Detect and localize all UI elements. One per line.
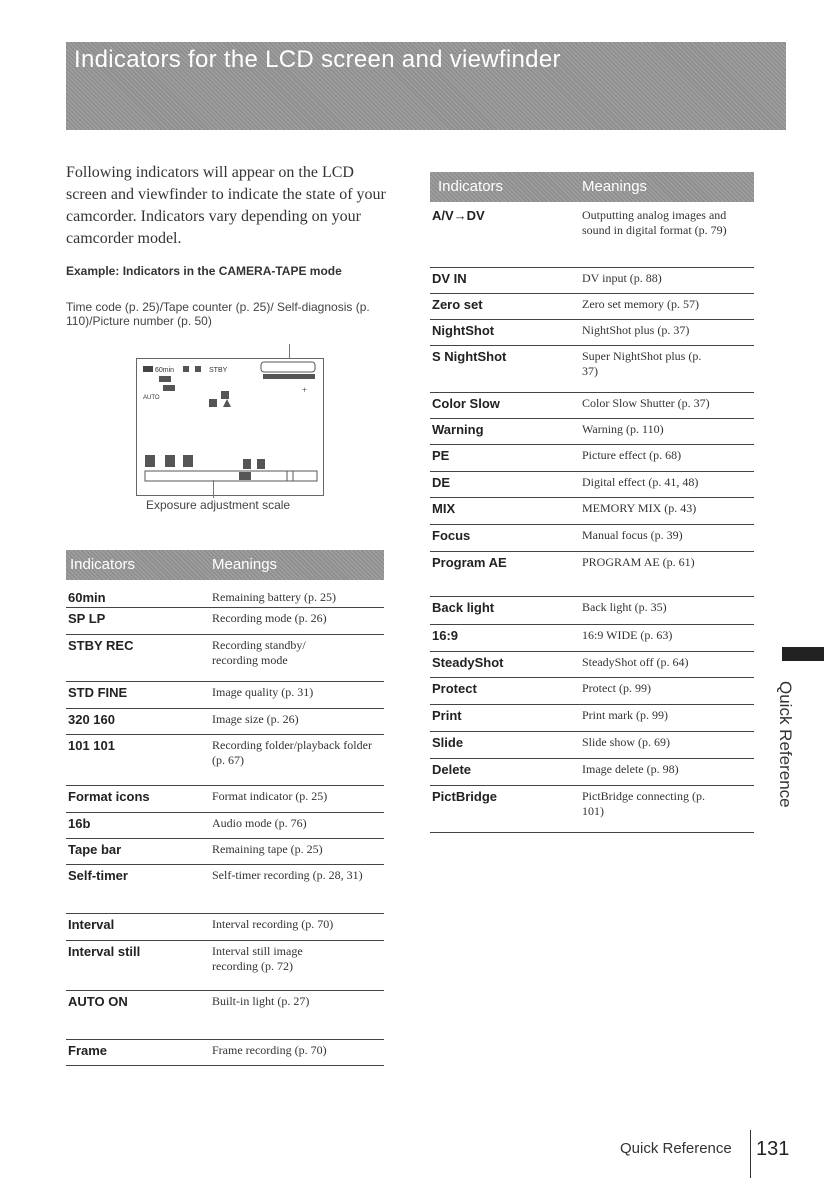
left-table-header — [66, 550, 384, 580]
indicator-cell: Slide — [432, 735, 464, 750]
meaning-cell: Image quality (p. 31) — [212, 685, 314, 699]
lcd-eject-icon — [223, 399, 231, 407]
lcd-caption: Exposure adjustment scale — [146, 498, 291, 512]
table-row — [430, 472, 754, 498]
table-row — [430, 445, 754, 472]
table-row — [430, 652, 754, 678]
leader-line-bottom — [213, 480, 214, 498]
table-row — [66, 865, 384, 914]
indicator-cell: 16b — [68, 816, 91, 831]
meaning-cell: Print mark (p. 99) — [582, 708, 668, 722]
lcd-wide-icon — [243, 459, 251, 469]
table-row — [66, 608, 384, 635]
meaning-cell: DV input (p. 88) — [582, 271, 662, 285]
lcd-steady-icon — [257, 459, 265, 469]
left-header-indicators: Indicators — [70, 556, 136, 573]
meaning-cell: Interval still image recording (p. 72) — [212, 944, 303, 973]
indicator-cell: PictBridge — [432, 789, 498, 804]
lcd-exposure-scale — [145, 471, 293, 481]
table-row — [66, 914, 384, 941]
indicator-cell: Protect — [432, 681, 477, 696]
table-row — [430, 705, 754, 732]
meaning-cell: Warning (p. 110) — [582, 422, 664, 436]
example-description: Time code (p. 25)/Tape counter (p. 25)/ Self-diagnosis (p. 110)/Picture number (p. 50) — [66, 300, 370, 328]
indicator-cell: Format icons — [68, 789, 150, 804]
indicator-cell: S NightShot — [432, 349, 507, 364]
lcd-night-icon — [221, 391, 229, 399]
table-row — [430, 759, 754, 786]
table-row — [430, 268, 754, 294]
table-row — [66, 635, 384, 682]
meaning-cell: Built-in light (p. 27) — [212, 994, 310, 1008]
indicator-cell: Warning — [432, 422, 484, 437]
meaning-cell: SteadyShot off (p. 64) — [582, 655, 689, 669]
right-header-meanings: Meanings — [582, 178, 648, 195]
table-row — [66, 786, 384, 813]
lcd-warning-icon — [209, 399, 217, 407]
left-header-meanings: Meanings — [212, 556, 278, 573]
right-table-header — [430, 172, 754, 202]
lcd-status-icon — [239, 472, 251, 480]
indicator-cell: Focus — [432, 528, 471, 543]
table-row — [430, 320, 754, 346]
meaning-cell: Recording standby/ recording mode — [212, 638, 306, 667]
meaning-cell: Outputting analog images and sound in digital format (p. 79) — [582, 208, 727, 237]
indicator-cell: Print — [432, 708, 462, 723]
lcd-effect-icon — [145, 455, 155, 467]
lcd-size-icon — [163, 385, 175, 391]
meaning-cell: 16:9 WIDE (p. 63) — [582, 628, 673, 642]
table-row — [66, 813, 384, 839]
footer-divider — [750, 1130, 751, 1178]
side-tab-marker — [782, 647, 824, 661]
indicator-cell: DV IN — [432, 271, 467, 286]
meaning-cell: Remaining battery (p. 25) — [212, 590, 336, 604]
lcd-standby-text: STBY — [209, 367, 228, 374]
indicator-cell: PE — [432, 448, 450, 463]
table-row — [66, 839, 384, 865]
lcd-effect-icon-3 — [183, 455, 193, 467]
table-row — [430, 498, 754, 525]
meaning-cell: Zero set memory (p. 57) — [582, 297, 699, 311]
indicator-cell: 101 101 — [68, 738, 115, 753]
table-row — [66, 941, 384, 991]
meaning-cell: NightShot plus (p. 37) — [582, 323, 690, 337]
meaning-cell: Protect (p. 99) — [582, 681, 651, 695]
example-title: Example: Indicators in the CAMERA-TAPE mode — [66, 264, 342, 278]
page-number: 131 — [756, 1138, 790, 1160]
indicator-cell: DE — [432, 475, 451, 490]
meaning-cell: PictBridge connecting (p. 101) — [582, 789, 705, 818]
meaning-cell: Image delete (p. 98) — [582, 762, 679, 776]
indicator-cell: Delete — [432, 762, 472, 777]
table-row — [430, 786, 754, 833]
meaning-cell: Audio mode (p. 76) — [212, 816, 307, 830]
table-row — [66, 682, 384, 709]
footer-section-label: Quick Reference — [620, 1140, 732, 1157]
meaning-cell: PROGRAM AE (p. 61) — [582, 555, 695, 569]
meaning-cell: Back light (p. 35) — [582, 600, 667, 614]
table-row — [430, 525, 754, 552]
section-banner — [66, 42, 786, 130]
indicator-cell: Tape bar — [68, 842, 122, 857]
indicator-cell: Program AE — [432, 555, 507, 570]
table-row — [430, 732, 754, 759]
meaning-cell: Picture effect (p. 68) — [582, 448, 682, 462]
indicator-cell: SteadyShot — [432, 655, 504, 670]
meaning-cell: MEMORY MIX (p. 43) — [582, 501, 697, 515]
lcd-effect-icon-2 — [165, 455, 175, 467]
table-row — [430, 419, 754, 445]
table-row — [430, 346, 754, 393]
meaning-cell: Interval recording (p. 70) — [212, 917, 334, 931]
indicator-cell: AUTO ON — [68, 994, 128, 1009]
table-row — [66, 735, 384, 786]
indicator-cell: Zero set — [432, 297, 483, 312]
indicator-cell: A/V→DV — [432, 208, 485, 223]
indicator-cell: Interval still — [68, 944, 141, 959]
table-row — [430, 597, 754, 625]
indicator-cell: SP LP — [68, 611, 106, 626]
lcd-quality-icon — [159, 376, 171, 382]
table-row — [430, 205, 754, 268]
meaning-cell: Recording mode (p. 26) — [212, 611, 327, 625]
meaning-cell: Format indicator (p. 25) — [212, 789, 328, 803]
indicator-cell: STBY REC — [68, 638, 134, 653]
meaning-cell: Frame recording (p. 70) — [212, 1043, 327, 1057]
table-row — [66, 709, 384, 735]
meaning-cell: Image size (p. 26) — [212, 712, 299, 726]
table-row — [66, 991, 384, 1040]
indicator-cell: Color Slow — [432, 396, 500, 411]
meaning-cell: Color Slow Shutter (p. 37) — [582, 396, 710, 410]
lcd-battery-text: 60min — [155, 367, 175, 374]
meaning-cell: Remaining tape (p. 25) — [212, 842, 323, 856]
indicator-cell: MIX — [432, 501, 456, 516]
table-row — [430, 552, 754, 597]
indicator-cell: Frame — [68, 1043, 108, 1058]
table-row — [430, 678, 754, 705]
indicator-cell: Back light — [432, 600, 495, 615]
meaning-cell: Self-timer recording (p. 28, 31) — [212, 868, 363, 882]
table-row — [66, 587, 384, 608]
meaning-cell: Super NightShot plus (p. 37) — [582, 349, 702, 378]
indicator-cell: Interval — [68, 917, 115, 932]
lcd-screen-icons — [137, 359, 323, 495]
side-tab-label — [760, 680, 810, 808]
indicator-cell: 320 160 — [68, 712, 115, 727]
table-row — [430, 294, 754, 320]
intro-paragraph: Following indicators will appear on the LCD screen and viewfinder to indicate the state of your camcorder. Indicators vary depending on your camcorder model. — [66, 164, 386, 247]
side-tab-text: Quick Reference — [776, 681, 795, 808]
indicator-cell: 60min — [68, 590, 106, 605]
lcd-tape-bar — [263, 374, 315, 379]
section-title: Indicators for the LCD screen and viewfinder — [74, 46, 561, 73]
meaning-cell: Slide show (p. 69) — [582, 735, 670, 749]
lcd-light-text: AUTO — [143, 395, 160, 401]
table-row — [430, 625, 754, 652]
meaning-cell: Recording folder/playback folder (p. 67) — [212, 738, 372, 767]
battery-icon — [143, 366, 153, 372]
lcd-timecode-box — [261, 362, 315, 372]
indicator-cell: Self-timer — [68, 868, 128, 883]
lcd-illustration — [136, 358, 324, 496]
lcd-mode-icon-2 — [195, 366, 201, 372]
table-row — [430, 393, 754, 419]
lcd-mode-icon — [183, 366, 189, 372]
lcd-print-box — [287, 471, 317, 481]
right-header-indicators: Indicators — [438, 178, 504, 195]
indicator-cell: NightShot — [432, 323, 495, 338]
indicator-cell: 16:9 — [432, 628, 459, 643]
table-row — [66, 1040, 384, 1066]
lcd-zero-icon: + — [302, 385, 308, 395]
meaning-cell: Digital effect (p. 41, 48) — [582, 475, 699, 489]
indicator-cell: STD FINE — [68, 685, 128, 700]
meaning-cell: Manual focus (p. 39) — [582, 528, 683, 542]
